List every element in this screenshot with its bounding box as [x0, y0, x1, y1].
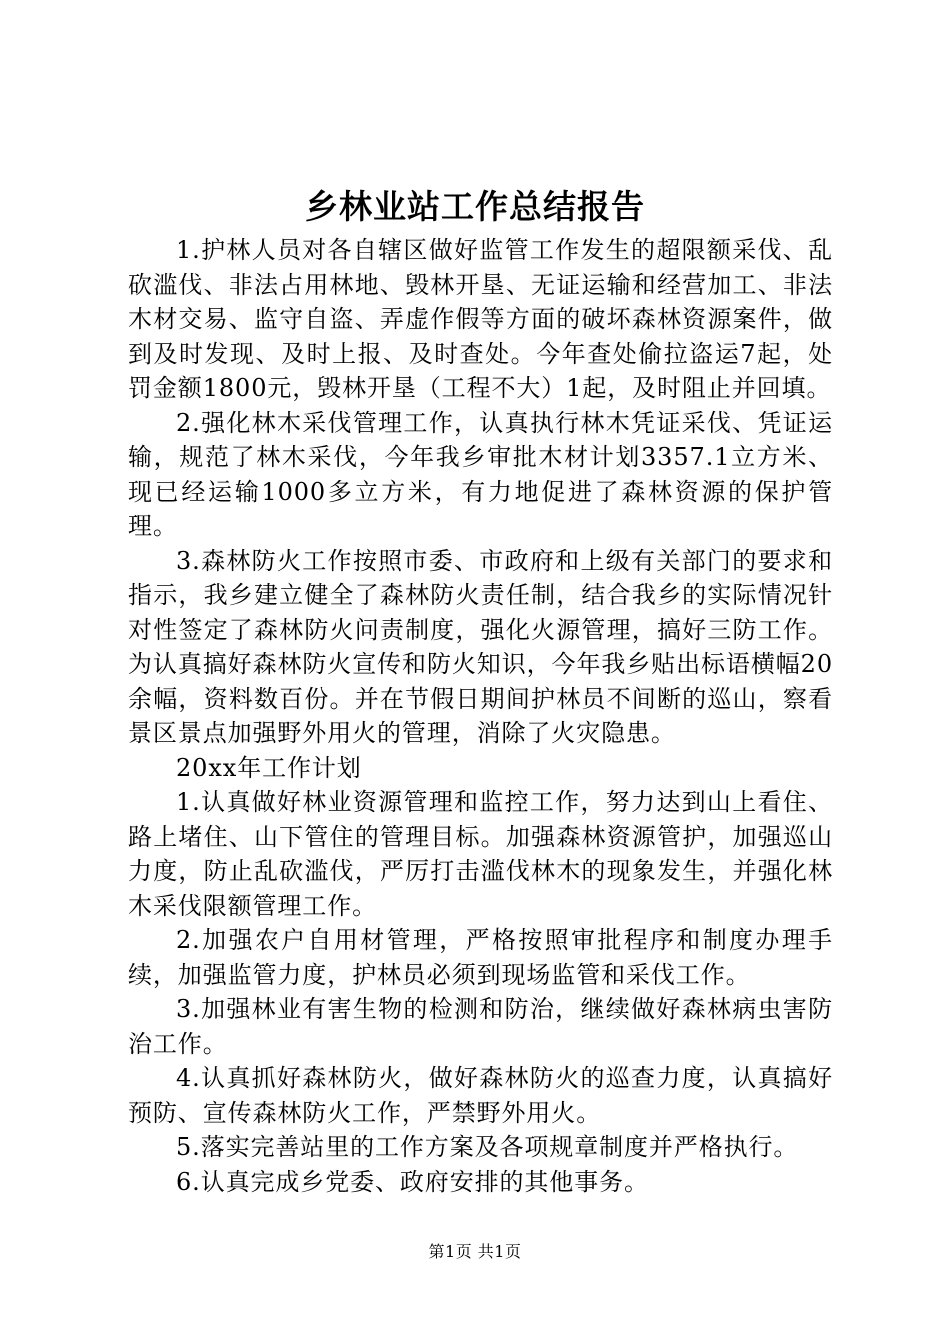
paragraph-3: 3.森林防火工作按照市委、市政府和上级有关部门的要求和指示，我乡建立健全了森林防火责任制，结合我乡的实际情况针对性签定了森林防火问责制度，强化火源管理，搞好三防工作。为认真搞好森林防火宣传和防火知识，今年我乡贴出标语横幅20余幅，资料数百份。并在节假日期间护林员不间断的巡山，察看景区景点加强野外用火的管理，消除了火灾隐患。: [128, 546, 833, 747]
document-title: 乡林业站工作总结报告: [305, 187, 645, 226]
paragraph-2: 2.强化林木采伐管理工作，认真执行林木凭证采伐、凭证运输，规范了林木采伐，今年我乡审批木材计划3357.1立方米、现已经运输1000多立方米，有力地促进了森林资源的保护管理。: [128, 408, 833, 540]
plan-item-6: 6.认真完成乡党委、政府安排的其他事务。: [176, 1167, 649, 1196]
plan-item-2: 2.加强农户自用材管理，严格按照审批程序和制度办理手续，加强监管力度，护林员必须到现场监管和采伐工作。: [128, 926, 833, 989]
paragraph-1: 1.护林人员对各自辖区做好监管工作发生的超限额采伐、乱砍滥伐、非法占用林地、毁林开垦、无证运输和经营加工、非法木材交易、监守自盗、弄虚作假等方面的破坏森林资源案件，做到及时发现、及时上报、及时查处。今年查处偷拉盗运7起，处罚金额1800元，毁林开垦（工程不大）1起，及时阻止并回填。: [128, 236, 833, 402]
page-footer: 第1页 共1页: [428, 1242, 522, 1261]
plan-item-3: 3.加强林业有害生物的检测和防治，继续做好森林病虫害防治工作。: [128, 995, 833, 1058]
document-body: [128, 233, 833, 1199]
section-heading-plan: 20xx年工作计划: [176, 753, 362, 782]
plan-item-1: 1.认真做好林业资源管理和监控工作，努力达到山上看住、路上堵住、山下管住的管理目标。加强森林资源管护，加强巡山力度，防止乱砍滥伐，严厉打击滥伐林木的现象发生，并强化林木采伐限额管理工作。: [128, 788, 833, 920]
plan-item-4: 4.认真抓好森林防火，做好森林防火的巡查力度，认真搞好预防、宣传森林防火工作，严禁野外用火。: [128, 1064, 833, 1127]
plan-item-5: 5.落实完善站里的工作方案及各项规章制度并严格执行。: [176, 1133, 799, 1161]
